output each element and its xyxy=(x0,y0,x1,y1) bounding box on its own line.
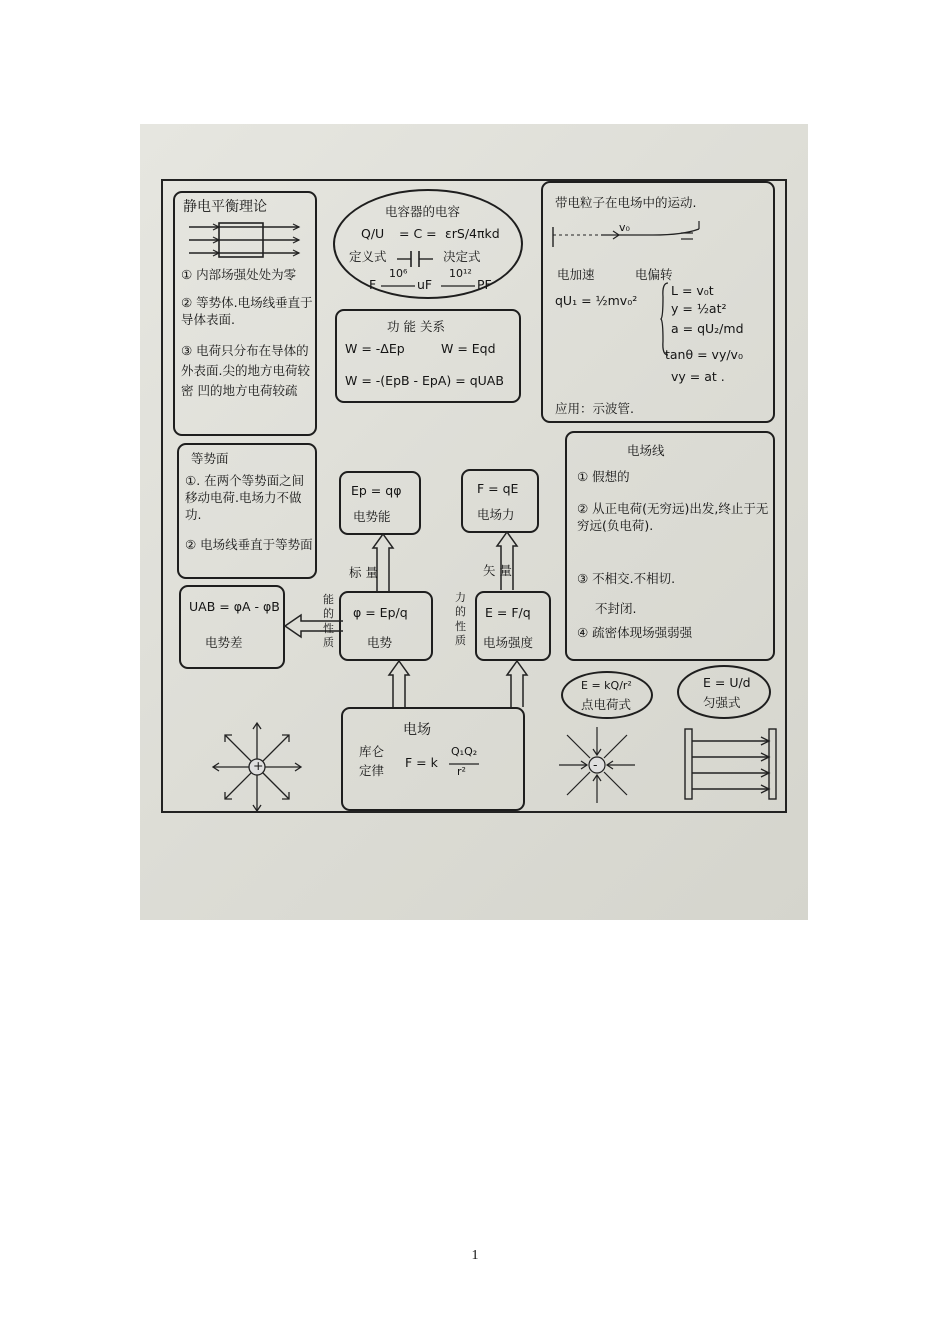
deflection-eq-5: vy = at . xyxy=(671,369,725,384)
equipotential-point-1: ①. 在两个等势面之间移动电荷.电场力不做功. xyxy=(185,473,305,522)
electrostatic-equilibrium-title: 静电平衡理论 xyxy=(183,199,267,215)
deflection-brace xyxy=(661,283,669,355)
electric-field-center-box xyxy=(341,707,525,811)
uniform-field-label: 匀强式 xyxy=(703,695,741,710)
determining-label: 决定式 xyxy=(443,249,481,264)
capacitor-symbol xyxy=(397,251,433,267)
equilibrium-point-1: ① 内部场强处处为零 xyxy=(181,267,297,282)
factor-1: 10⁶ xyxy=(389,267,408,280)
deflection-eq-2: y = ½at² xyxy=(671,301,727,316)
deflection-eq-1: L = v₀t xyxy=(671,283,714,298)
acceleration-eq: qU₁ = ½mv₀² xyxy=(555,293,638,308)
deflection-eq-4: tanθ = vy/v₀ xyxy=(665,347,743,362)
definition-label: 定义式 xyxy=(349,249,387,264)
coulomb-formula-prefix: F = k xyxy=(405,755,438,770)
point-charge-label: 点电荷式 xyxy=(581,697,632,712)
point-charge-ellipse xyxy=(561,671,653,719)
v0-label: v₀ xyxy=(619,221,630,234)
negative-charge-sign: - xyxy=(593,757,598,772)
vector-label: 矢 量 xyxy=(483,563,512,578)
capacitor-determining-rhs: εrS/4πkd xyxy=(445,226,500,241)
potential-difference-formula: UAB = φA - φB xyxy=(189,599,280,614)
work-energy-eq-1: W = -ΔEp xyxy=(345,341,405,356)
work-energy-eq-2: W = Eqd xyxy=(441,341,496,356)
coulomb-formula-denominator: r² xyxy=(457,765,466,778)
field-force-formula: F = qE xyxy=(477,481,519,496)
mind-map-frame xyxy=(161,179,787,813)
electric-field-title: 电场 xyxy=(403,722,431,738)
arrow-field-to-potential xyxy=(389,661,409,707)
point-charge-formula: E = kQ/r² xyxy=(581,679,632,692)
notes-photo xyxy=(140,124,808,920)
potential-formula: φ = Ep/q xyxy=(353,605,408,620)
work-energy-eq-3: W = -(EpB - EpA) = qUAB xyxy=(345,373,504,388)
field-lines-point-4: ④ 疏密体现场强弱强 xyxy=(577,625,693,640)
unit-uf: uF xyxy=(417,277,433,292)
potential-energy-label: 电势能 xyxy=(353,509,391,524)
field-lines-point-2: ② 从正电荷(无穷远)出发,终止于无穷远(负电荷). xyxy=(577,501,769,533)
field-lines-point-3: ③ 不相交.不相切. xyxy=(577,571,676,586)
deflection-diagram xyxy=(553,221,713,251)
electrostatic-equilibrium-box xyxy=(173,191,317,436)
field-lines-point-1: ① 假想的 xyxy=(577,469,630,484)
equilibrium-point-2: ② 等势体.电场线垂直于导体表面. xyxy=(181,295,313,327)
field-strength-formula: E = F/q xyxy=(485,605,531,620)
potential-energy-box xyxy=(339,471,421,535)
potential-energy-formula: Ep = qφ xyxy=(351,483,402,498)
page-number: 1 xyxy=(471,1248,479,1263)
work-energy-box xyxy=(335,309,521,403)
capacitor-definition-lhs: Q/U xyxy=(361,226,385,241)
field-strength-box xyxy=(475,591,551,661)
capacitor-equals-c: = C = xyxy=(399,226,437,241)
uniform-field-diagram xyxy=(685,729,777,799)
field-lines-box xyxy=(565,431,775,661)
potential-difference-label: 电势差 xyxy=(205,635,243,650)
energy-property-label: 能的性质 xyxy=(323,593,334,649)
equilibrium-point-3: ③ 电荷只分布在导体的外表面.尖的地方电荷较密 凹的地方电荷较疏 xyxy=(181,343,310,398)
potential-box xyxy=(339,591,433,661)
unit-pf: PF xyxy=(477,277,492,292)
equipotential-point-2: ② 电场线垂直于等势面 xyxy=(185,537,313,552)
unit-f: F xyxy=(369,277,377,292)
potential-difference-box xyxy=(179,585,285,669)
capacitor-ellipse xyxy=(333,189,523,299)
acceleration-title: 电加速 xyxy=(557,267,595,282)
uniform-field-formula: E = U/d xyxy=(703,675,751,690)
field-force-box xyxy=(461,469,539,533)
particle-motion-title: 带电粒子在电场中的运动. xyxy=(555,195,697,210)
positive-charge-sign: + xyxy=(253,758,264,773)
field-force-label: 电场力 xyxy=(477,507,515,522)
capacitor-title: 电容器的电容 xyxy=(385,204,461,219)
equipotential-box xyxy=(177,443,317,579)
deflection-title: 电偏转 xyxy=(635,267,673,282)
factor-2: 10¹² xyxy=(449,267,472,280)
scalar-label: 标 量 xyxy=(349,565,378,580)
work-energy-title: 功 能 关系 xyxy=(387,319,445,334)
arrow-field-to-strength xyxy=(507,661,527,707)
field-lines-title: 电场线 xyxy=(627,443,665,458)
field-strength-label: 电场强度 xyxy=(483,635,534,650)
potential-label: 电势 xyxy=(367,635,393,650)
unit-line-2 xyxy=(441,285,475,287)
coulomb-formula-numerator: Q₁Q₂ xyxy=(451,745,478,758)
uniform-field-ellipse xyxy=(677,665,771,719)
conductor-field-diagram xyxy=(189,223,299,257)
deflection-eq-3: a = qU₂/md xyxy=(671,321,744,336)
application-text: 应用：示波管. xyxy=(555,401,634,416)
force-property-label: 力的性质 xyxy=(455,591,466,647)
unit-line-1 xyxy=(381,285,415,287)
particle-motion-box xyxy=(541,181,775,423)
equipotential-title: 等势面 xyxy=(191,451,229,466)
field-lines-point-3b: 不封闭. xyxy=(595,601,637,616)
coulomb-law-label: 库仑定律 xyxy=(359,744,385,778)
